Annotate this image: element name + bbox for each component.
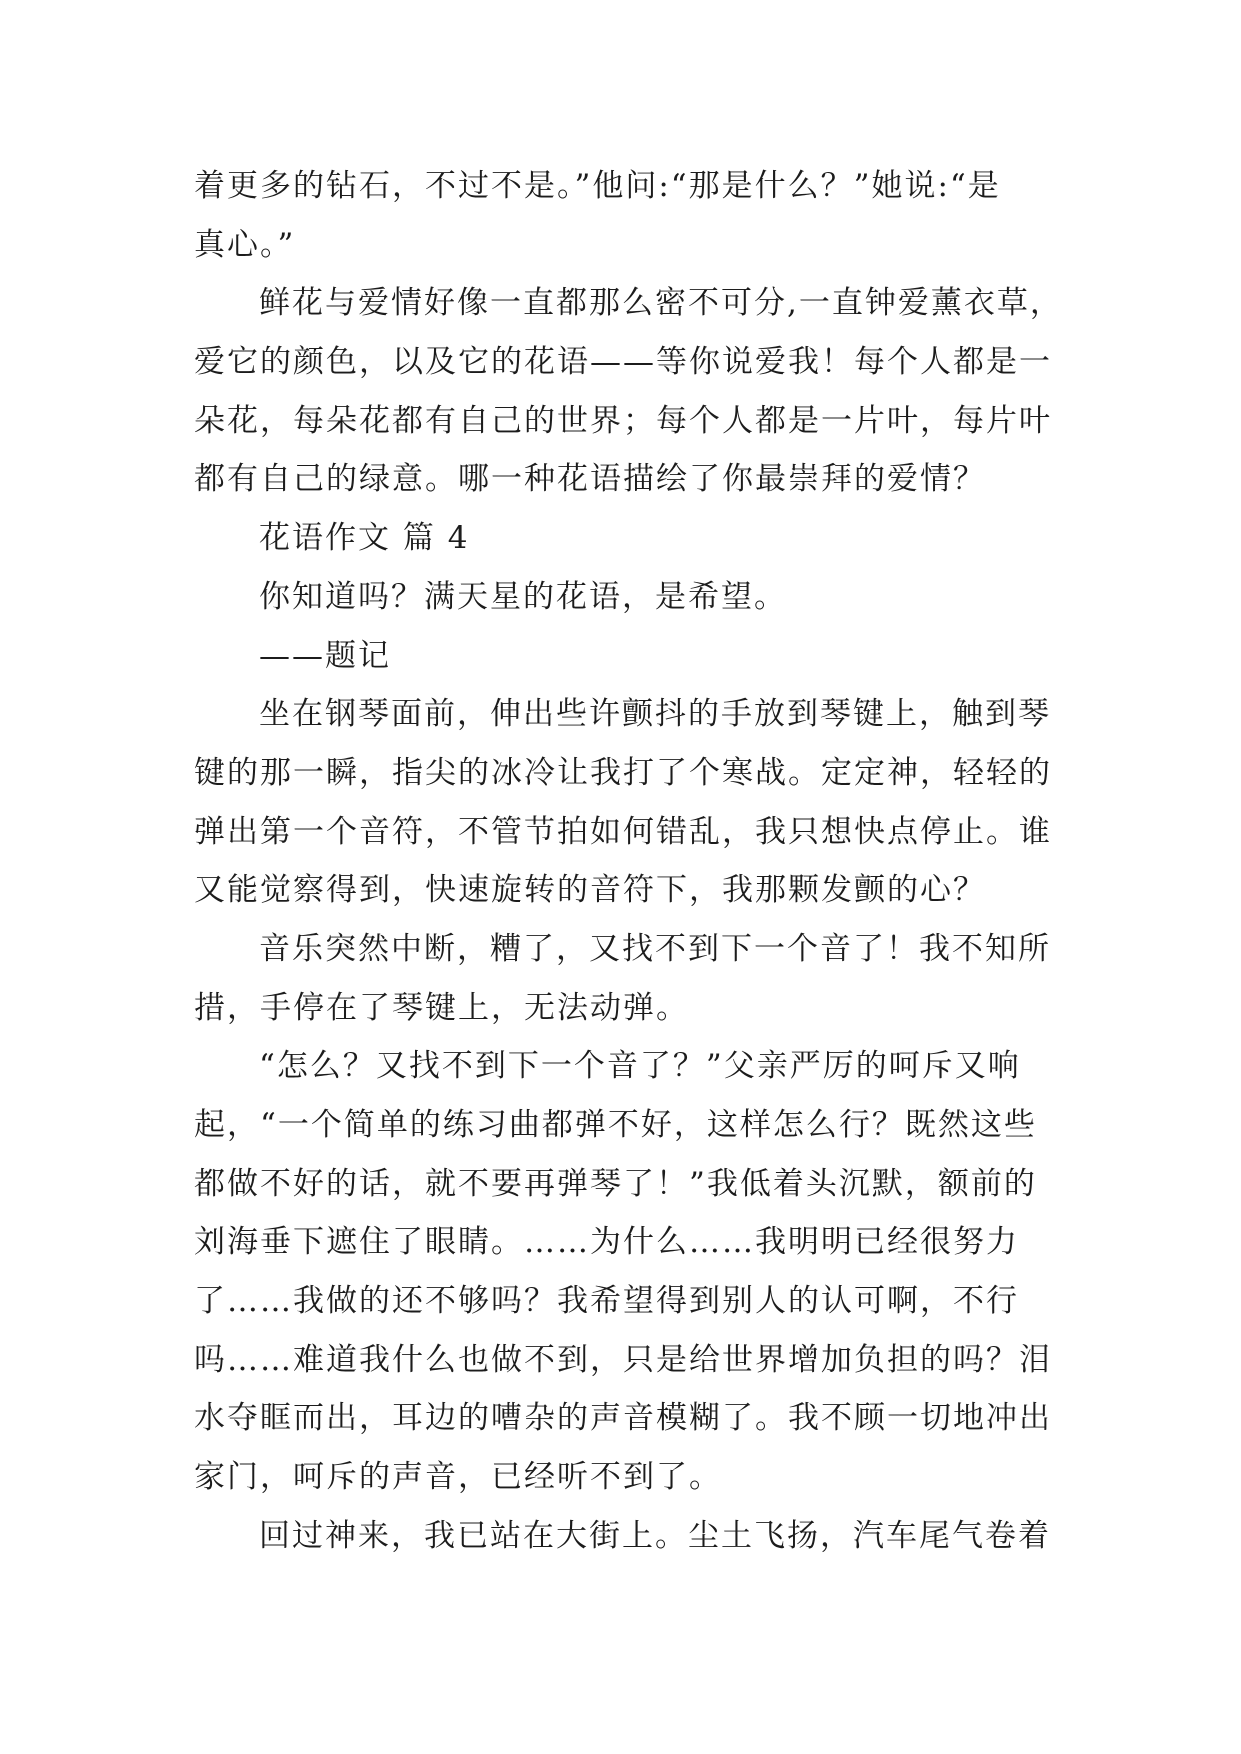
text-line: 朵花，每朵花都有自己的世界；每个人都是一片叶，每片叶 [194,402,1052,439]
text-line: 真心。” [194,226,296,263]
text-line: 都有自己的绿意。哪一种花语描绘了你最崇拜的爱情？ [194,461,986,498]
text-line: 弹出第一个音符，不管节拍如何错乱，我只想快点停止。谁 [194,813,1052,850]
continued-paragraph [194,157,1094,274]
text-line: 都做不好的话，就不要再弹琴了！”我低着头沉默，额前的 [194,1165,1037,1202]
text-line: 键的那一瞬，指尖的冰冷让我打了个寒战。定定神，轻轻的 [194,754,1052,791]
paragraph [194,274,1094,509]
text-line: 起，“一个简单的练习曲都弹不好，这样怎么行？既然这些 [194,1107,1037,1143]
text-line: 音乐突然中断，糟了，又找不到下一个音了！我不知所 [259,930,1051,967]
paragraph [194,1507,1094,1566]
text-line: 鲜花与爱情好像一直都那么密不可分,一直钟爱薰衣草， [259,285,1063,322]
epigraph-attribution: ——题记 [259,637,391,674]
text-line: 着更多的钻石，不过不是。”他问:“那是什么？”她说:“是 [194,168,1001,204]
text-line: 吗……难道我什么也做不到，只是给世界增加负担的吗？泪 [194,1341,1052,1378]
paragraph [194,920,1094,1037]
body-text [194,157,1094,1566]
text-line: 坐在钢琴面前，伸出些许颤抖的手放到琴键上，触到琴 [259,696,1051,733]
text-line: 措，手停在了琴键上，无法动弹。 [194,989,689,1026]
text-line: 回过神来，我已站在大街上。尘土飞扬，汽车尾气卷着 [259,1517,1051,1554]
section-heading: 花语作文 篇 4 [259,520,470,557]
paragraph [194,1037,1094,1507]
paragraph [194,685,1094,920]
epigraph: 你知道吗？满天星的花语，是希望。 [259,578,787,615]
text-line: 水夺眶而出，耳边的嘈杂的声音模糊了。我不顾一切地冲出 [194,1400,1052,1437]
text-line: 刘海垂下遮住了眼睛。……为什么……我明明已经很努力 [194,1224,1019,1261]
text-line: “怎么？又找不到下一个音了？”父亲严厉的呵斥又响 [259,1048,1021,1085]
text-line: 又能觉察得到，快速旋转的音符下，我那颗发颤的心？ [194,872,986,909]
text-line: 了……我做的还不够吗？我希望得到别人的认可啊，不行 [194,1283,1019,1320]
text-line: 爱它的颜色，以及它的花语——等你说爱我！每个人都是一 [194,344,1052,381]
text-line: 家门，呵斥的声音，已经听不到了。 [194,1459,722,1496]
